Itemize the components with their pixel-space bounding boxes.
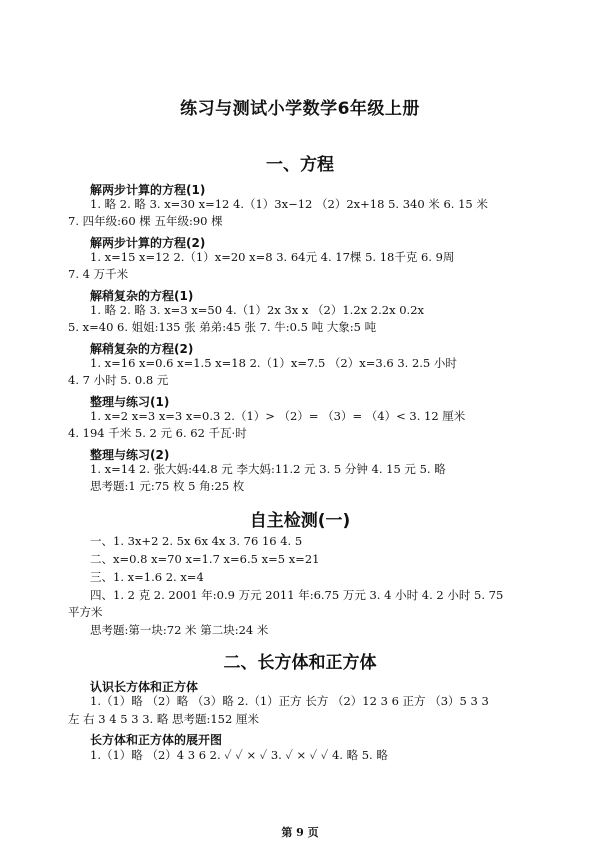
- answer-line: 1. x=14 2. 张大妈:44.8 元 李大妈:11.2 元 3. 5 分钟 4. 15 元 5. 略: [90, 462, 446, 476]
- section-title: 长方体和正方体的展开图: [90, 733, 223, 747]
- section-title: 解两步计算的方程(1): [90, 183, 206, 197]
- chapter-heading: 二、长方体和正方体: [223, 653, 377, 673]
- answer-line: 1.（1）略 （2）略 （3）略 2.（1）正方 长方 （2）12 3 6 正方 （3）5 3 3: [90, 694, 489, 708]
- answer-line: 1. x=15 x=12 2.（1）x=20 x=8 3. 64元 4. 17棵 5. 18千克 6. 9周: [90, 250, 455, 264]
- chapter-heading: 一、方程: [266, 155, 334, 175]
- answer-line: 4. 7 小时 5. 0.8 元: [68, 373, 169, 387]
- answer-line: 4. 194 千米 5. 2 元 6. 62 千瓦·时: [68, 426, 247, 440]
- answer-line: 思考题:第一块:72 米 第二块:24 米: [90, 623, 269, 637]
- answer-line: 二、x=0.8 x=70 x=1.7 x=6.5 x=5 x=21: [90, 552, 320, 566]
- answer-line: 7. 4 万千米: [68, 267, 129, 281]
- section-title: 解稍复杂的方程(2): [90, 342, 194, 356]
- answer-line: 左 右 3 4 5 3 3. 略 思考题:152 厘米: [68, 712, 259, 726]
- section-title: 整理与练习(2): [90, 448, 170, 462]
- book-title: 练习与测试小学数学6年级上册: [180, 99, 420, 119]
- section-title: 解稍复杂的方程(1): [90, 289, 194, 303]
- answer-line: 1. 略 2. 略 3. x=3 x=50 4.（1）2x 3x x （2）1.2x 2.2x 0.2x: [90, 303, 424, 317]
- answer-line: 三、1. x=1.6 2. x=4: [90, 570, 204, 584]
- answer-line: 1. x=16 x=0.6 x=1.5 x=18 2.（1）x=7.5 （2）x=3.6 3. 2.5 小时: [90, 356, 457, 370]
- answer-line: 一、1. 3x+2 2. 5x 6x 4x 3. 76 16 4. 5: [90, 534, 303, 548]
- answer-line: 1.（1）略 （2）4 3 6 2. ✓ ✓ × ✓ 3. ✓ × ✓ ✓ 4. 略 5. 略: [90, 748, 388, 762]
- answer-line: 四、1. 2 克 2. 2001 年:0.9 万元 2011 年:6.75 万元 3. 4 小时 4. 2 小时 5. 75: [90, 588, 504, 602]
- section-title: 整理与练习(1): [90, 395, 170, 409]
- section-title: 认识长方体和正方体: [90, 680, 199, 694]
- answer-line: 思考题:1 元:75 枚 5 角:25 枚: [90, 479, 245, 493]
- self-test-heading: 自主检测(一): [249, 511, 351, 531]
- answer-line: 1. x=2 x=3 x=3 x=0.3 2.（1）> （2）= （3）= （4）< 3. 12 厘米: [90, 409, 466, 423]
- answer-line: 7. 四年级:60 棵 五年级:90 棵: [68, 214, 223, 228]
- answer-line: 1. 略 2. 略 3. x=30 x=12 4.（1）3x−12 （2）2x+18 5. 340 米 6. 15 米: [90, 197, 488, 211]
- answer-line: 平方米: [68, 605, 103, 619]
- section-title: 解两步计算的方程(2): [90, 236, 206, 250]
- page-number: 第 9 页: [281, 826, 319, 839]
- answer-line: 5. x=40 6. 姐姐:135 张 弟弟:45 张 7. 牛:0.5 吨 大象:5 吨: [68, 320, 377, 334]
